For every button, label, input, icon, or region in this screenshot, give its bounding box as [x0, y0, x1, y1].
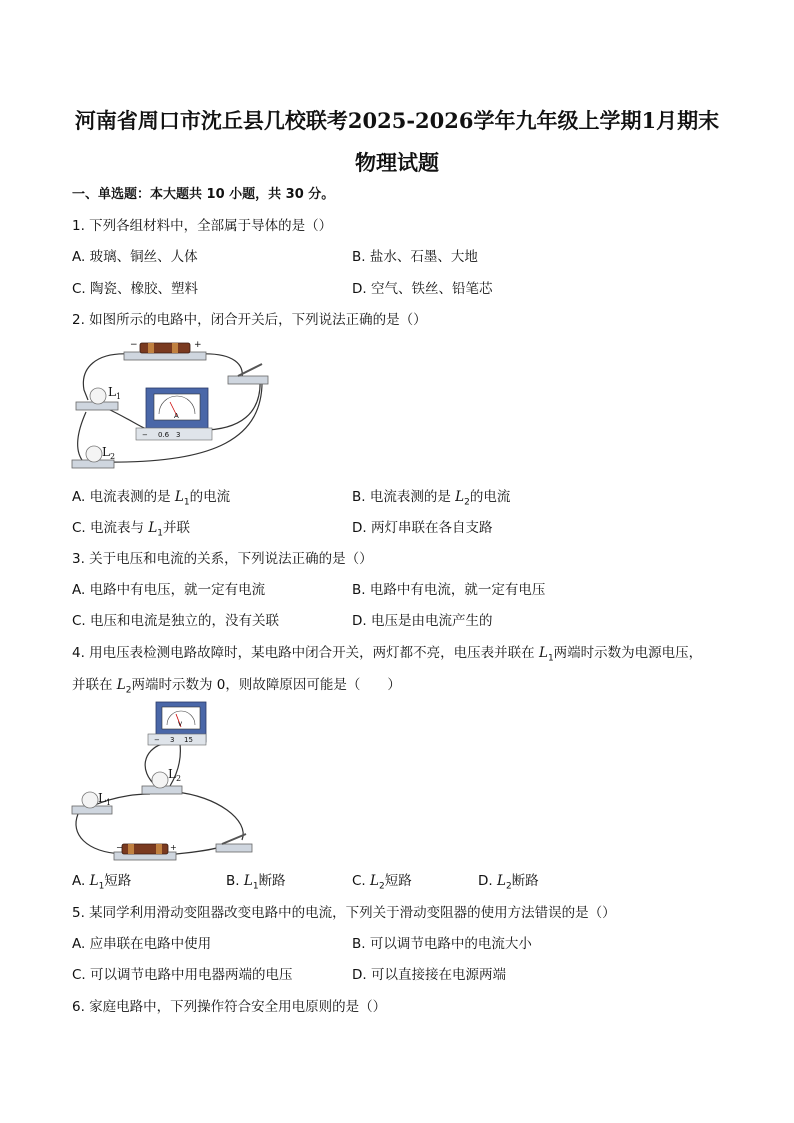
q4-lamp1-label: $L_1$: [98, 791, 112, 807]
battery-plus-label: +: [194, 340, 202, 350]
q4-lamp2-label: $L_2$: [168, 767, 182, 783]
ammeter-term-3: 3: [176, 431, 181, 439]
question-3-stem: 3. 关于电压和电流的关系，下列说法正确的是（）: [72, 551, 373, 567]
q3-option-d: D. 电压是由电流产生的: [352, 613, 493, 629]
q2-option-a: A. 电流表测的是 $L_1$的电流: [72, 489, 231, 508]
q4-option-c: C. $L_2$短路: [352, 873, 412, 892]
page-title-line1: 河南省周口市沈丘县几校联考2025-2026学年九年级上学期1月期末: [74, 108, 720, 133]
question-4-stem-line1: 4. 用电压表检测电路故障时，某电路中闭合开关，两灯都不亮，电压表并联在 $L_1$两端时示数为电源电压，: [72, 645, 703, 664]
q2-option-b: B. 电流表测的是 $L_2$的电流: [352, 489, 511, 508]
question-6-stem: 6. 家庭电路中，下列操作符合安全用电原则的是（）: [72, 999, 387, 1015]
switch-base: [228, 376, 268, 384]
voltmeter-term-15: 15: [184, 736, 193, 744]
q4-battery-plus-label: +: [170, 843, 177, 852]
lamp1-label: $L_1$: [108, 385, 122, 401]
question-4-stem-line2: 并联在 $L_2$两端时示数为 0，则故障原因可能是（ ）: [72, 677, 401, 696]
q1-option-c: C. 陶瓷、橡胶、塑料: [72, 281, 199, 297]
ammeter-term-minus: −: [142, 431, 148, 439]
q3-option-c: C. 电压和电流是独立的，没有关联: [72, 613, 280, 629]
q3-option-b: B. 电路中有电流，就一定有电压: [352, 582, 546, 598]
q1-option-b: B. 盐水、石墨、大地: [352, 249, 478, 265]
q2-option-c: C. 电流表与 $L_1$并联: [72, 520, 191, 539]
section-heading: 一、单选题：本大题共 10 小题，共 30 分。: [72, 187, 335, 202]
q1-option-a: A. 玻璃、铜丝、人体: [72, 249, 198, 265]
q5-option-d: D. 可以直接接在电源两端: [352, 967, 506, 983]
q4-option-b: B. $L_1$断路: [226, 873, 286, 892]
ammeter-term-06: 0.6: [158, 431, 170, 439]
q2-circuit-figure: [66, 338, 276, 476]
q3-option-a: A. 电路中有电压，就一定有电流: [72, 582, 266, 598]
q5-option-b: B. 可以调节电路中的电流大小: [352, 936, 532, 952]
voltmeter-term-minus: −: [154, 736, 160, 744]
q5-option-c: C. 可以调节电路中用电器两端的电压: [72, 967, 293, 983]
voltmeter-term-3: 3: [170, 736, 175, 744]
question-2-stem: 2. 如图所示的电路中，闭合开关后，下列说法正确的是（）: [72, 312, 427, 328]
ammeter-letter: A: [174, 412, 179, 420]
page-title-line2: 物理试题: [355, 150, 439, 175]
q4-lamp1-bulb: [82, 792, 98, 808]
question-5-stem: 5. 某同学利用滑动变阻器改变电路中的电流，下列关于滑动变阻器的使用方法错误的是（）: [72, 905, 616, 921]
q4-option-a: A. $L_1$短路: [72, 873, 132, 892]
q4-lamp2-bulb: [152, 772, 168, 788]
question-1-stem: 1. 下列各组材料中，全部属于导体的是（）: [72, 218, 333, 234]
lamp2-label: $L_2$: [102, 445, 116, 461]
q4-option-d: D. $L_2$断路: [478, 873, 539, 892]
q5-option-a: A. 应串联在电路中使用: [72, 936, 212, 952]
lamp1-bulb: [90, 388, 106, 404]
q4-circuit-figure: [66, 700, 256, 864]
q1-option-d: D. 空气、铁丝、铅笔芯: [352, 281, 493, 297]
voltmeter-letter: V: [178, 721, 183, 728]
battery-cell: [140, 343, 190, 353]
lamp2-bulb: [86, 446, 102, 462]
q4-switch-base: [216, 844, 252, 852]
q2-option-d: D. 两灯串联在各自支路: [352, 520, 493, 536]
q4-battery-minus-label: −: [116, 843, 123, 852]
battery-minus-label: −: [130, 340, 138, 350]
